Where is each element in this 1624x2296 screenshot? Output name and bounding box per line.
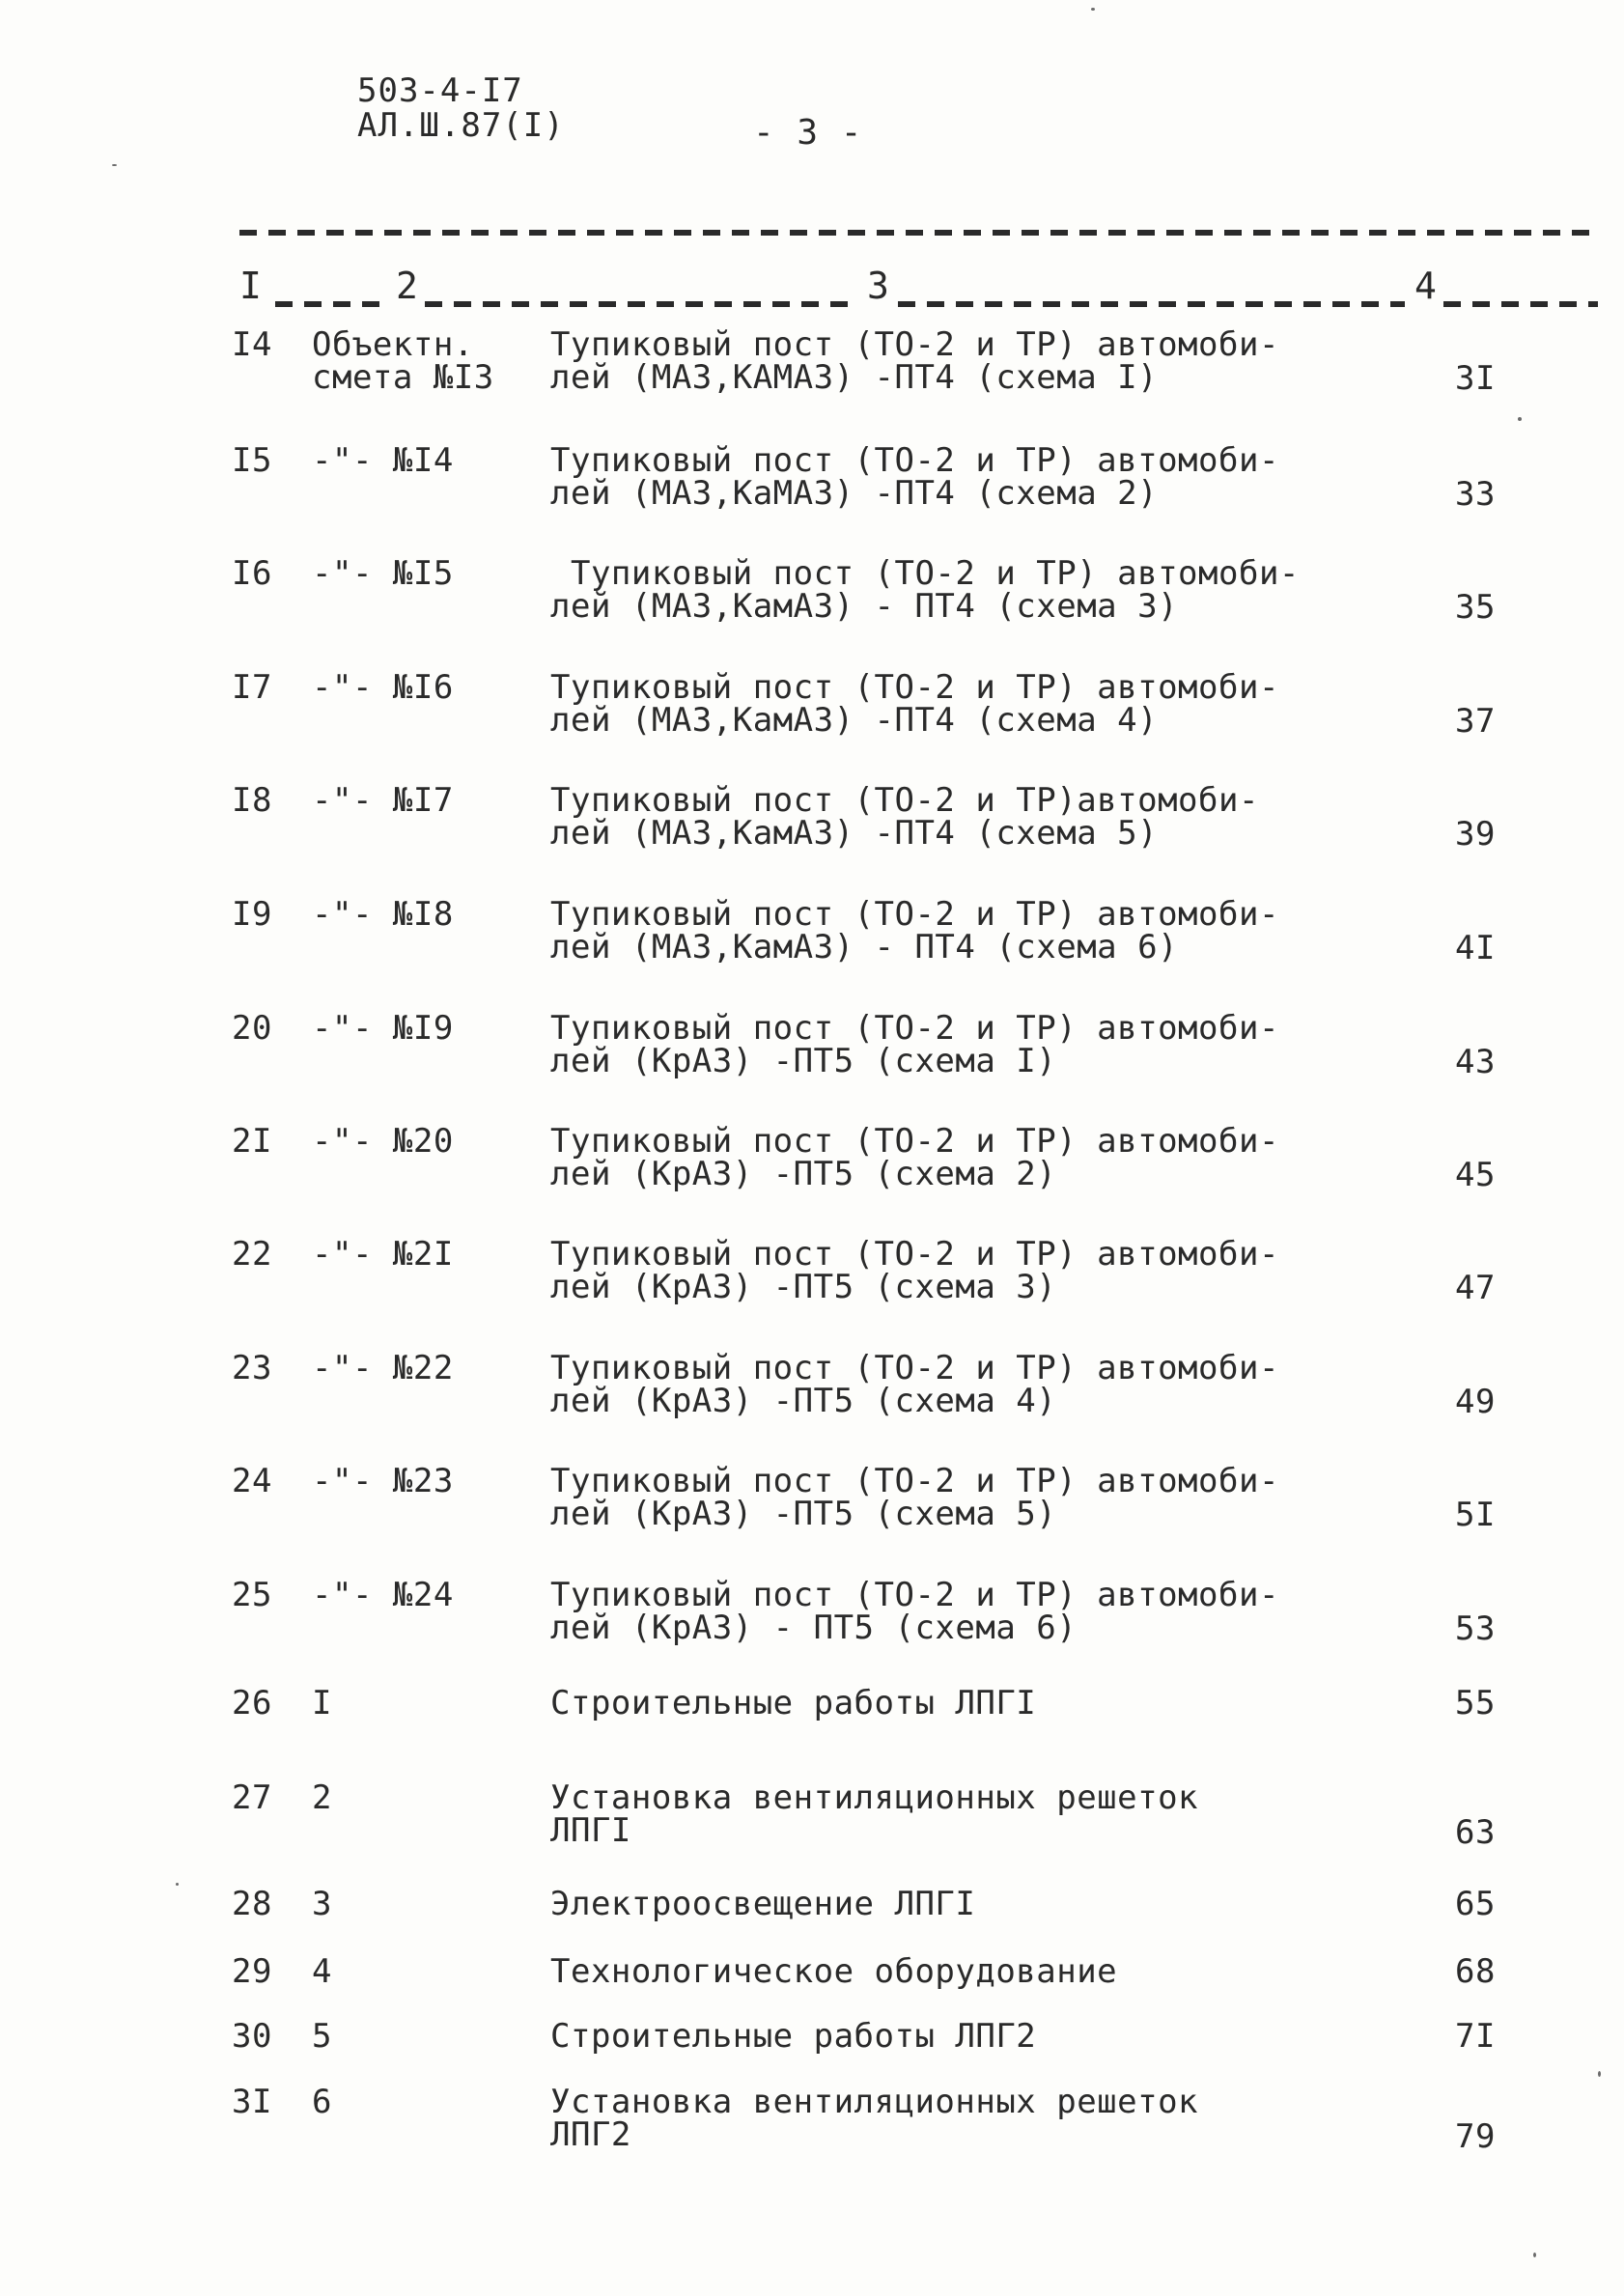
row-number: 24 — [232, 1462, 272, 1500]
row-description: лей (МАЗ,КамАЗ) -ПТ4 (схема 5) — [550, 814, 1159, 853]
row-page-number: 49 — [1455, 1383, 1496, 1421]
row-reference: 6 — [312, 2083, 332, 2121]
column-header-4: 4 — [1414, 265, 1437, 307]
row-reference: 3 — [312, 1885, 332, 1923]
row-description: ЛПГ2 — [550, 2115, 631, 2154]
row-page-number: 63 — [1455, 1813, 1496, 1852]
row-description: Установка вентиляционных решеток — [550, 2083, 1199, 2121]
row-description: Тупиковый пост (ТО-2 и ТР) автомоби- — [550, 1122, 1279, 1161]
row-number: 20 — [232, 1009, 272, 1048]
row-reference: -"- №23 — [312, 1462, 454, 1500]
row-page-number: 7I — [1455, 2017, 1496, 2056]
row-description: Тупиковый пост (ТО-2 и ТР) автомоби- — [550, 554, 1300, 593]
column-header-3: 3 — [867, 265, 889, 307]
row-description: Тупиковый пост (ТО-2 и ТР) автомоби- — [550, 1235, 1279, 1274]
column-header-2: 2 — [396, 265, 418, 307]
column-header-1: I — [239, 265, 262, 307]
row-number: 30 — [232, 2017, 272, 2056]
row-reference: -"- №I6 — [312, 668, 454, 707]
row-description: Тупиковый пост (ТО-2 и ТР) автомоби- — [550, 1349, 1279, 1387]
row-description: Тупиковый пост (ТО-2 и ТР) автомоби- — [550, 1009, 1279, 1048]
table-top-rule — [239, 230, 1596, 236]
row-number: 28 — [232, 1885, 272, 1923]
row-reference: -"- №I9 — [312, 1009, 454, 1048]
scan-speck — [1518, 417, 1522, 421]
row-page-number: 39 — [1455, 815, 1496, 854]
row-description: Установка вентиляционных решеток — [550, 1778, 1199, 1817]
row-page-number: 43 — [1455, 1043, 1496, 1081]
row-description: Электроосвещение ЛПГI — [550, 1885, 976, 1923]
row-reference: 2 — [312, 1778, 332, 1817]
row-reference: -"- №24 — [312, 1576, 454, 1614]
row-reference: -"- №I7 — [312, 781, 454, 820]
row-page-number: 33 — [1455, 475, 1496, 514]
row-reference: -"- №I5 — [312, 554, 454, 593]
row-description: Технологическое оборудование — [550, 1952, 1118, 1991]
row-number: I9 — [232, 895, 272, 934]
row-number: 25 — [232, 1576, 272, 1614]
row-reference: 4 — [312, 1952, 332, 1991]
row-description: лей (МАЗ,КамАЗ) - ПТ4 (схема 3) — [550, 587, 1179, 626]
row-description: лей (КрАЗ) -ПТ5 (схема 2) — [550, 1155, 1057, 1193]
scan-speck — [1598, 2071, 1601, 2077]
row-page-number: 4I — [1455, 929, 1496, 967]
row-reference: I — [312, 1684, 332, 1722]
row-description: лей (МАЗ,КаМАЗ) -ПТ4 (схема 2) — [550, 474, 1159, 513]
row-description: лей (КрАЗ) -ПТ5 (схема 3) — [550, 1268, 1057, 1306]
document-code-line2: АЛ.Ш.87(I) — [357, 106, 565, 145]
row-page-number: 68 — [1455, 1952, 1496, 1991]
row-reference: 5 — [312, 2017, 332, 2056]
page-number: - 3 - — [753, 113, 863, 153]
document-code-line1: 503-4-I7 — [357, 71, 523, 110]
header-rule-a — [275, 301, 381, 307]
row-number: I7 — [232, 668, 272, 707]
row-description: Тупиковый пост (ТО-2 и ТР) автомоби- — [550, 668, 1279, 707]
scan-speck — [1533, 2253, 1536, 2257]
row-number: 27 — [232, 1778, 272, 1817]
row-description: лей (МАЗ,КамАЗ) - ПТ4 (схема 6) — [550, 928, 1179, 966]
scan-speck — [176, 1883, 179, 1886]
row-description: Тупиковый пост (ТО-2 и ТР) автомоби- — [550, 325, 1279, 364]
row-description: Строительные работы ЛПГI — [550, 1684, 1037, 1722]
row-page-number: 35 — [1455, 588, 1496, 627]
header-rule-b — [425, 301, 859, 307]
row-reference: -"- №I4 — [312, 441, 454, 480]
row-number: I5 — [232, 441, 272, 480]
row-page-number: 55 — [1455, 1684, 1496, 1722]
row-description: Тупиковый пост (ТО-2 и ТР) автомоби- — [550, 1576, 1279, 1614]
row-number: I8 — [232, 781, 272, 820]
row-reference: -"- №2I — [312, 1235, 454, 1274]
row-reference: смета №I3 — [312, 358, 494, 397]
row-reference: -"- №I8 — [312, 895, 454, 934]
row-description: Тупиковый пост (ТО-2 и ТР) автомоби- — [550, 441, 1279, 480]
document-code — [357, 73, 565, 143]
row-reference: -"- №20 — [312, 1122, 454, 1161]
row-description: лей (КрАЗ) - ПТ5 (схема 6) — [550, 1609, 1078, 1647]
row-page-number: 79 — [1455, 2117, 1496, 2156]
row-page-number: 45 — [1455, 1156, 1496, 1194]
header-rule-c — [898, 301, 1405, 307]
row-number: I4 — [232, 325, 272, 364]
row-page-number: 65 — [1455, 1885, 1496, 1923]
header-rule-d — [1443, 301, 1598, 307]
row-number: 22 — [232, 1235, 272, 1274]
row-description: Тупиковый пост (ТО-2 и ТР) автомоби- — [550, 1462, 1279, 1500]
row-number: 3I — [232, 2083, 272, 2121]
row-description: лей (МАЗ,КамАЗ) -ПТ4 (схема 4) — [550, 701, 1159, 740]
row-page-number: 47 — [1455, 1269, 1496, 1307]
row-description: Строительные работы ЛПГ2 — [550, 2017, 1037, 2056]
row-page-number: 37 — [1455, 702, 1496, 741]
row-reference: -"- №22 — [312, 1349, 454, 1387]
row-description: лей (МАЗ,КАМАЗ) -ПТ4 (схема I) — [550, 358, 1159, 397]
row-number: I6 — [232, 554, 272, 593]
row-description: Тупиковый пост (ТО-2 и ТР) автомоби- — [550, 895, 1279, 934]
row-description: лей (КрАЗ) -ПТ5 (схема 5) — [550, 1495, 1057, 1533]
row-number: 23 — [232, 1349, 272, 1387]
row-number: 2I — [232, 1122, 272, 1161]
row-number: 26 — [232, 1684, 272, 1722]
row-description: лей (КрАЗ) -ПТ5 (схема 4) — [550, 1382, 1057, 1420]
row-page-number: 53 — [1455, 1610, 1496, 1648]
row-description: лей (КрАЗ) -ПТ5 (схема I) — [550, 1042, 1057, 1080]
row-description: Тупиковый пост (ТО-2 и ТР)автомоби- — [550, 781, 1259, 820]
row-page-number: 3I — [1455, 359, 1496, 398]
row-reference: Объектн. — [312, 325, 474, 364]
scan-speck — [1091, 8, 1095, 11]
row-description: ЛПГI — [550, 1811, 631, 1850]
row-page-number: 5I — [1455, 1496, 1496, 1534]
scan-speck — [112, 164, 117, 166]
row-number: 29 — [232, 1952, 272, 1991]
